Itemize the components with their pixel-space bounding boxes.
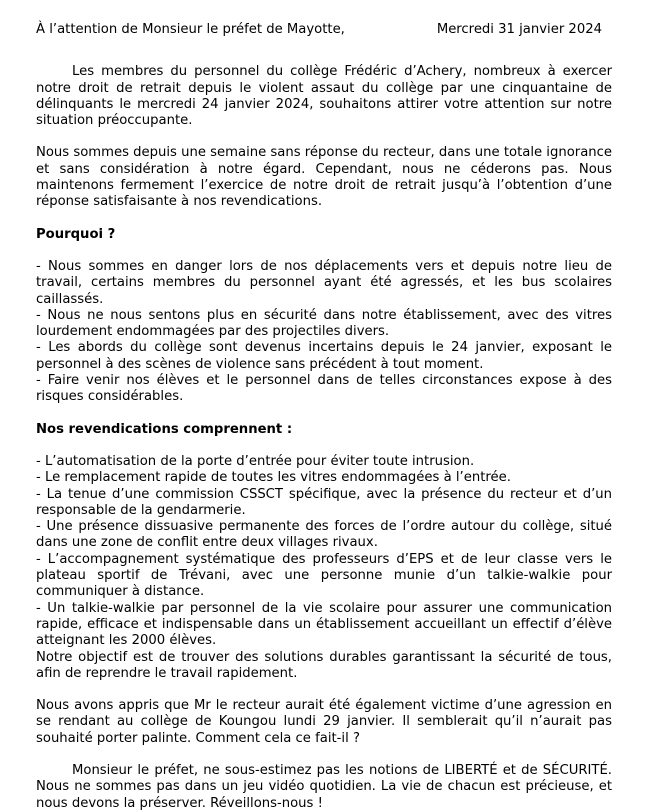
letter-date: Mercredi 31 janvier 2024 — [436, 22, 602, 37]
recipient-line: À l’attention de Monsieur le préfet de Mayotte, — [36, 22, 345, 37]
rector-incident-paragraph: Nous avons appris que Mr le recteur aurait été également victime d’une agression en se rendant au collège de Koungou lundi 29 janvier. Il semblerait qu’il n’aurait pas souhaité porter palinte. Comment cela ce fait-il ? — [36, 698, 612, 746]
intro-paragraph: Les membres du personnel du collège Frédéric d’Achery, nombreux à exercer notre droit de retrait depuis le violent assaut du collège par une cinquantaine de délinquants le mercredi 24 janvier 2024, souhaitons attirer votre attention sur notre situation préoccupante. — [36, 64, 612, 129]
why-item: - Les abords du collège sont devenus incertains depuis le 24 janvier, exposant le personnel à des scènes de violence sans précédent à tout moment. — [36, 340, 612, 372]
why-item: - Nous sommes en danger lors de nos déplacements vers et depuis notre lieu de travail, certains membres du personnel ayant été agressés, et les bus scolaires caillassés. — [36, 258, 612, 307]
why-list — [36, 259, 612, 406]
demand-item: - L’accompagnement systématique des professeurs d’EPS et de leur classe vers le plateau sportif de Trévani, avec une personne munie d’un talkie-walkie pour communiquer à distance. — [36, 551, 612, 600]
demand-item: - L’automatisation de la porte d’entrée pour éviter toute intrusion. — [36, 453, 475, 469]
demand-item: - Un talkie-walkie par personnel de la vie scolaire pour assurer une communication rapide, efficace et indispensable dans un établissement accueillant un effectif d’élève atteignant les 2000 élèves. — [36, 600, 612, 649]
why-heading: Pourquoi ? — [36, 226, 116, 242]
demand-item: - Le remplacement rapide de toutes les vitres endommagées à l’entrée. — [36, 470, 511, 486]
objective-paragraph: Notre objectif est de trouver des solutions durables garantissant la sécurité de tous, afin de reprendre le travail rapidement. — [36, 649, 612, 681]
letter-header — [36, 22, 612, 38]
why-item: - Nous ne nous sentons plus en sécurité dans notre établissement, avec des vitres lourdement endommagées par des projectiles divers. — [36, 307, 612, 340]
demand-item: - La tenue d’une commission CSSCT spécifique, avec la présence du recteur et d’un responsable de la gendarmerie. — [36, 486, 612, 518]
demands-heading: Nos revendications comprennent : — [36, 421, 293, 437]
why-item: - Faire venir nos élèves et le personnel dans de telles circonstances expose à des risques considérables. — [36, 373, 612, 405]
situation-paragraph: Nous sommes depuis une semaine sans réponse du recteur, dans une totale ignorance et sans considération à notre égard. Cependant, nous ne céderons pas. Nous maintenons fermement l’exercice de notre droit de retrait jusqu’à l’obtention d’une réponse satisfaisante à nos revendications. — [36, 145, 612, 210]
demand-item: - Une présence dissuasive permanente des forces de l’ordre autour du collège, situé dans une zone de conflit entre deux villages rivaux. — [36, 519, 612, 551]
closing-paragraph: Monsieur le préfet, ne sous-estimez pas les notions de LIBERTÉ et de SÉCURITÉ. Nous ne sommes pas dans un jeu vidéo quotidien. La vie de chacun est précieuse, et nous devons la préserver. Réveillons-nous ! — [36, 762, 612, 811]
demands-list — [36, 454, 612, 682]
